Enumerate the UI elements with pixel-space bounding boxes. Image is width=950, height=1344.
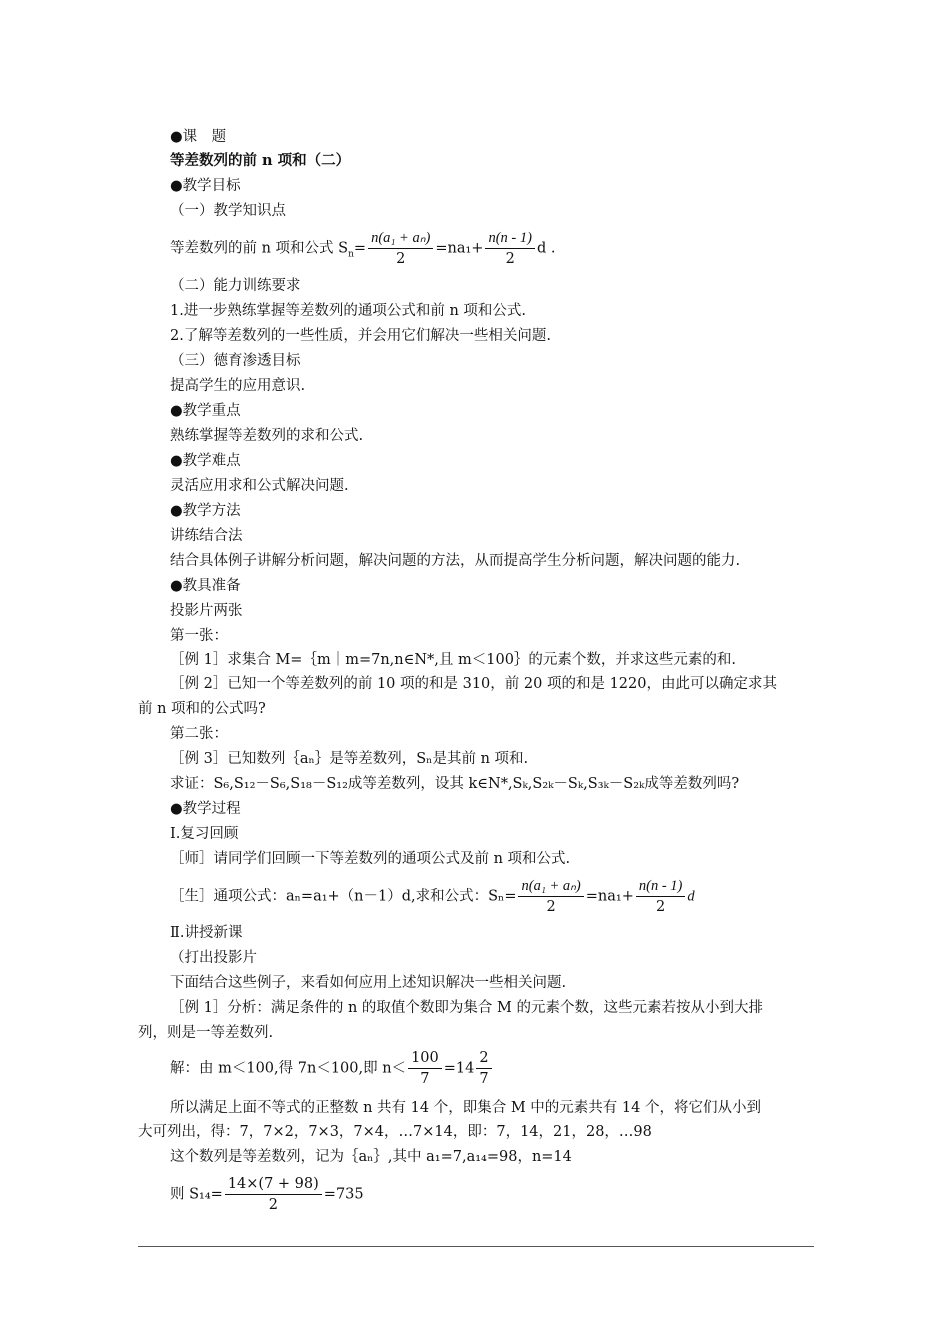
denominator: 2 xyxy=(268,1197,278,1213)
paragraph: （打出投影片 xyxy=(170,950,257,966)
fraction xyxy=(408,1048,442,1089)
paragraph: 提高学生的应用意识. xyxy=(170,378,306,394)
text: = xyxy=(353,240,367,257)
fraction xyxy=(368,228,433,269)
fraction xyxy=(518,876,583,917)
text: =na₁+ xyxy=(585,888,634,905)
paragraph: 下面结合这些例子，来看如何应用上述知识解决一些相关问题. xyxy=(170,975,567,991)
paragraph: ［师］请同学们回顾一下等差数列的通项公式及前 n 项和公式. xyxy=(170,851,571,867)
fraction xyxy=(476,1048,491,1089)
student-formula-line xyxy=(170,876,695,917)
text: n xyxy=(348,249,354,260)
section-heading-goals: ●教学目标 xyxy=(170,178,241,194)
numerator: n(n - 1) xyxy=(636,876,686,897)
text: =14 xyxy=(443,1060,475,1077)
example-1-analysis-cont: 列，则是一等差数列. xyxy=(138,1025,274,1041)
numerator: 100 xyxy=(408,1048,442,1069)
paragraph: 2.了解等差数列的一些性质，并会用它们解决一些相关问题. xyxy=(170,328,551,344)
text: 等差数列的前 n 项和公式 S xyxy=(170,240,349,257)
paragraph: 灵活应用求和公式解决问题. xyxy=(170,478,349,494)
paragraph: 投影片两张 xyxy=(170,603,243,619)
text: 解：由 m＜100,得 7n＜100,即 n＜ xyxy=(170,1060,407,1077)
fraction xyxy=(485,228,535,269)
subheading-review: Ⅰ.复习回顾 xyxy=(170,826,239,842)
section-heading-method: ●教学方法 xyxy=(170,503,241,519)
numerator: n(n - 1) xyxy=(485,228,535,249)
numerator: 14×(7 + 98) xyxy=(225,1174,322,1195)
lesson-title: 等差数列的前 n 项和（二） xyxy=(170,152,351,169)
paragraph: 第一张： xyxy=(170,628,228,644)
denominator: 2 xyxy=(396,251,406,267)
result-line xyxy=(170,1174,364,1215)
denominator: 2 xyxy=(655,899,666,915)
example-1-analysis: ［例 1］分析：满足条件的 n 的取值个数即为集合 M 的元素个数，这些元素若按从小到大排 xyxy=(170,1000,763,1016)
paragraph: 1.进一步熟练掌握等差数列的通项公式和前 n 项和公式. xyxy=(170,303,526,319)
paragraph: 讲练结合法 xyxy=(170,528,243,544)
subheading-moral: （三）德育渗透目标 xyxy=(170,353,301,369)
solution-line xyxy=(170,1048,494,1089)
denominator: 7 xyxy=(479,1071,489,1087)
subheading-knowledge: （一）教学知识点 xyxy=(170,203,286,219)
section-heading-focus: ●教学重点 xyxy=(170,403,241,419)
text: 则 S₁₄= xyxy=(170,1186,223,1203)
section-heading-tools: ●教具准备 xyxy=(170,578,241,594)
paragraph: 第二张： xyxy=(170,726,228,742)
denominator: 2 xyxy=(505,251,515,267)
sum-formula-line xyxy=(170,228,555,269)
text: d xyxy=(687,888,695,905)
text: =735 xyxy=(323,1186,364,1203)
example-3: ［例 3］已知数列｛aₙ｝是等差数列，Sₙ是其前 n 项和. xyxy=(170,751,529,767)
numerator: 2 xyxy=(476,1048,491,1069)
paragraph: 结合具体例子讲解分析问题，解决问题的方法，从而提高学生分析问题，解决问题的能力. xyxy=(170,553,741,569)
section-heading-difficulty: ●教学难点 xyxy=(170,453,241,469)
section-heading-process: ●教学过程 xyxy=(170,801,241,817)
denominator: 7 xyxy=(420,1071,430,1087)
text: ［生］通项公式：aₙ=a₁+（n－1）d,求和公式：Sₙ= xyxy=(170,888,517,905)
footer-divider xyxy=(138,1246,814,1247)
paragraph: 熟练掌握等差数列的求和公式. xyxy=(170,428,364,444)
fraction xyxy=(636,876,686,917)
numerator: n(a₁ + aₙ) xyxy=(368,228,433,249)
numerator: n(a₁ + aₙ) xyxy=(518,876,583,897)
text: d . xyxy=(536,240,556,257)
paragraph: 这个数列是等差数列，记为｛aₙ｝,其中 a₁=7,a₁₄=98，n=14 xyxy=(170,1149,572,1165)
denominator: 2 xyxy=(546,899,556,915)
text: =na₁+ xyxy=(435,240,484,257)
example-2: ［例 2］已知一个等差数列的前 10 项的和是 310，前 20 项的和是 1220，由此可以确定求其 xyxy=(170,676,777,692)
paragraph-cont: 大可列出，得：7，7×2，7×3，7×4，…7×14，即：7，14，21，28，…98 xyxy=(138,1124,652,1140)
subheading-new-lesson: Ⅱ.讲授新课 xyxy=(170,925,243,941)
subheading-ability: （二）能力训练要求 xyxy=(170,278,301,294)
example-1: ［例 1］求集合 M=｛m｜m=7n,n∈N*,且 m＜100｝的元素个数，并求这些元素的和. xyxy=(170,652,737,668)
paragraph: 所以满足上面不等式的正整数 n 共有 14 个，即集合 M 中的元素共有 14 个，将它们从小到 xyxy=(170,1100,761,1116)
example-2-cont: 前 n 项和的公式吗? xyxy=(138,701,266,717)
fraction xyxy=(225,1174,322,1215)
proof-statement: 求证：S₆,S₁₂－S₆,S₁₈－S₁₂成等差数列，设其 k∈N*,Sₖ,S₂ₖ－Sₖ,S₃ₖ－S₂ₖ成等差数列吗? xyxy=(170,776,740,792)
section-heading-topic: ●课 题 xyxy=(170,129,227,145)
